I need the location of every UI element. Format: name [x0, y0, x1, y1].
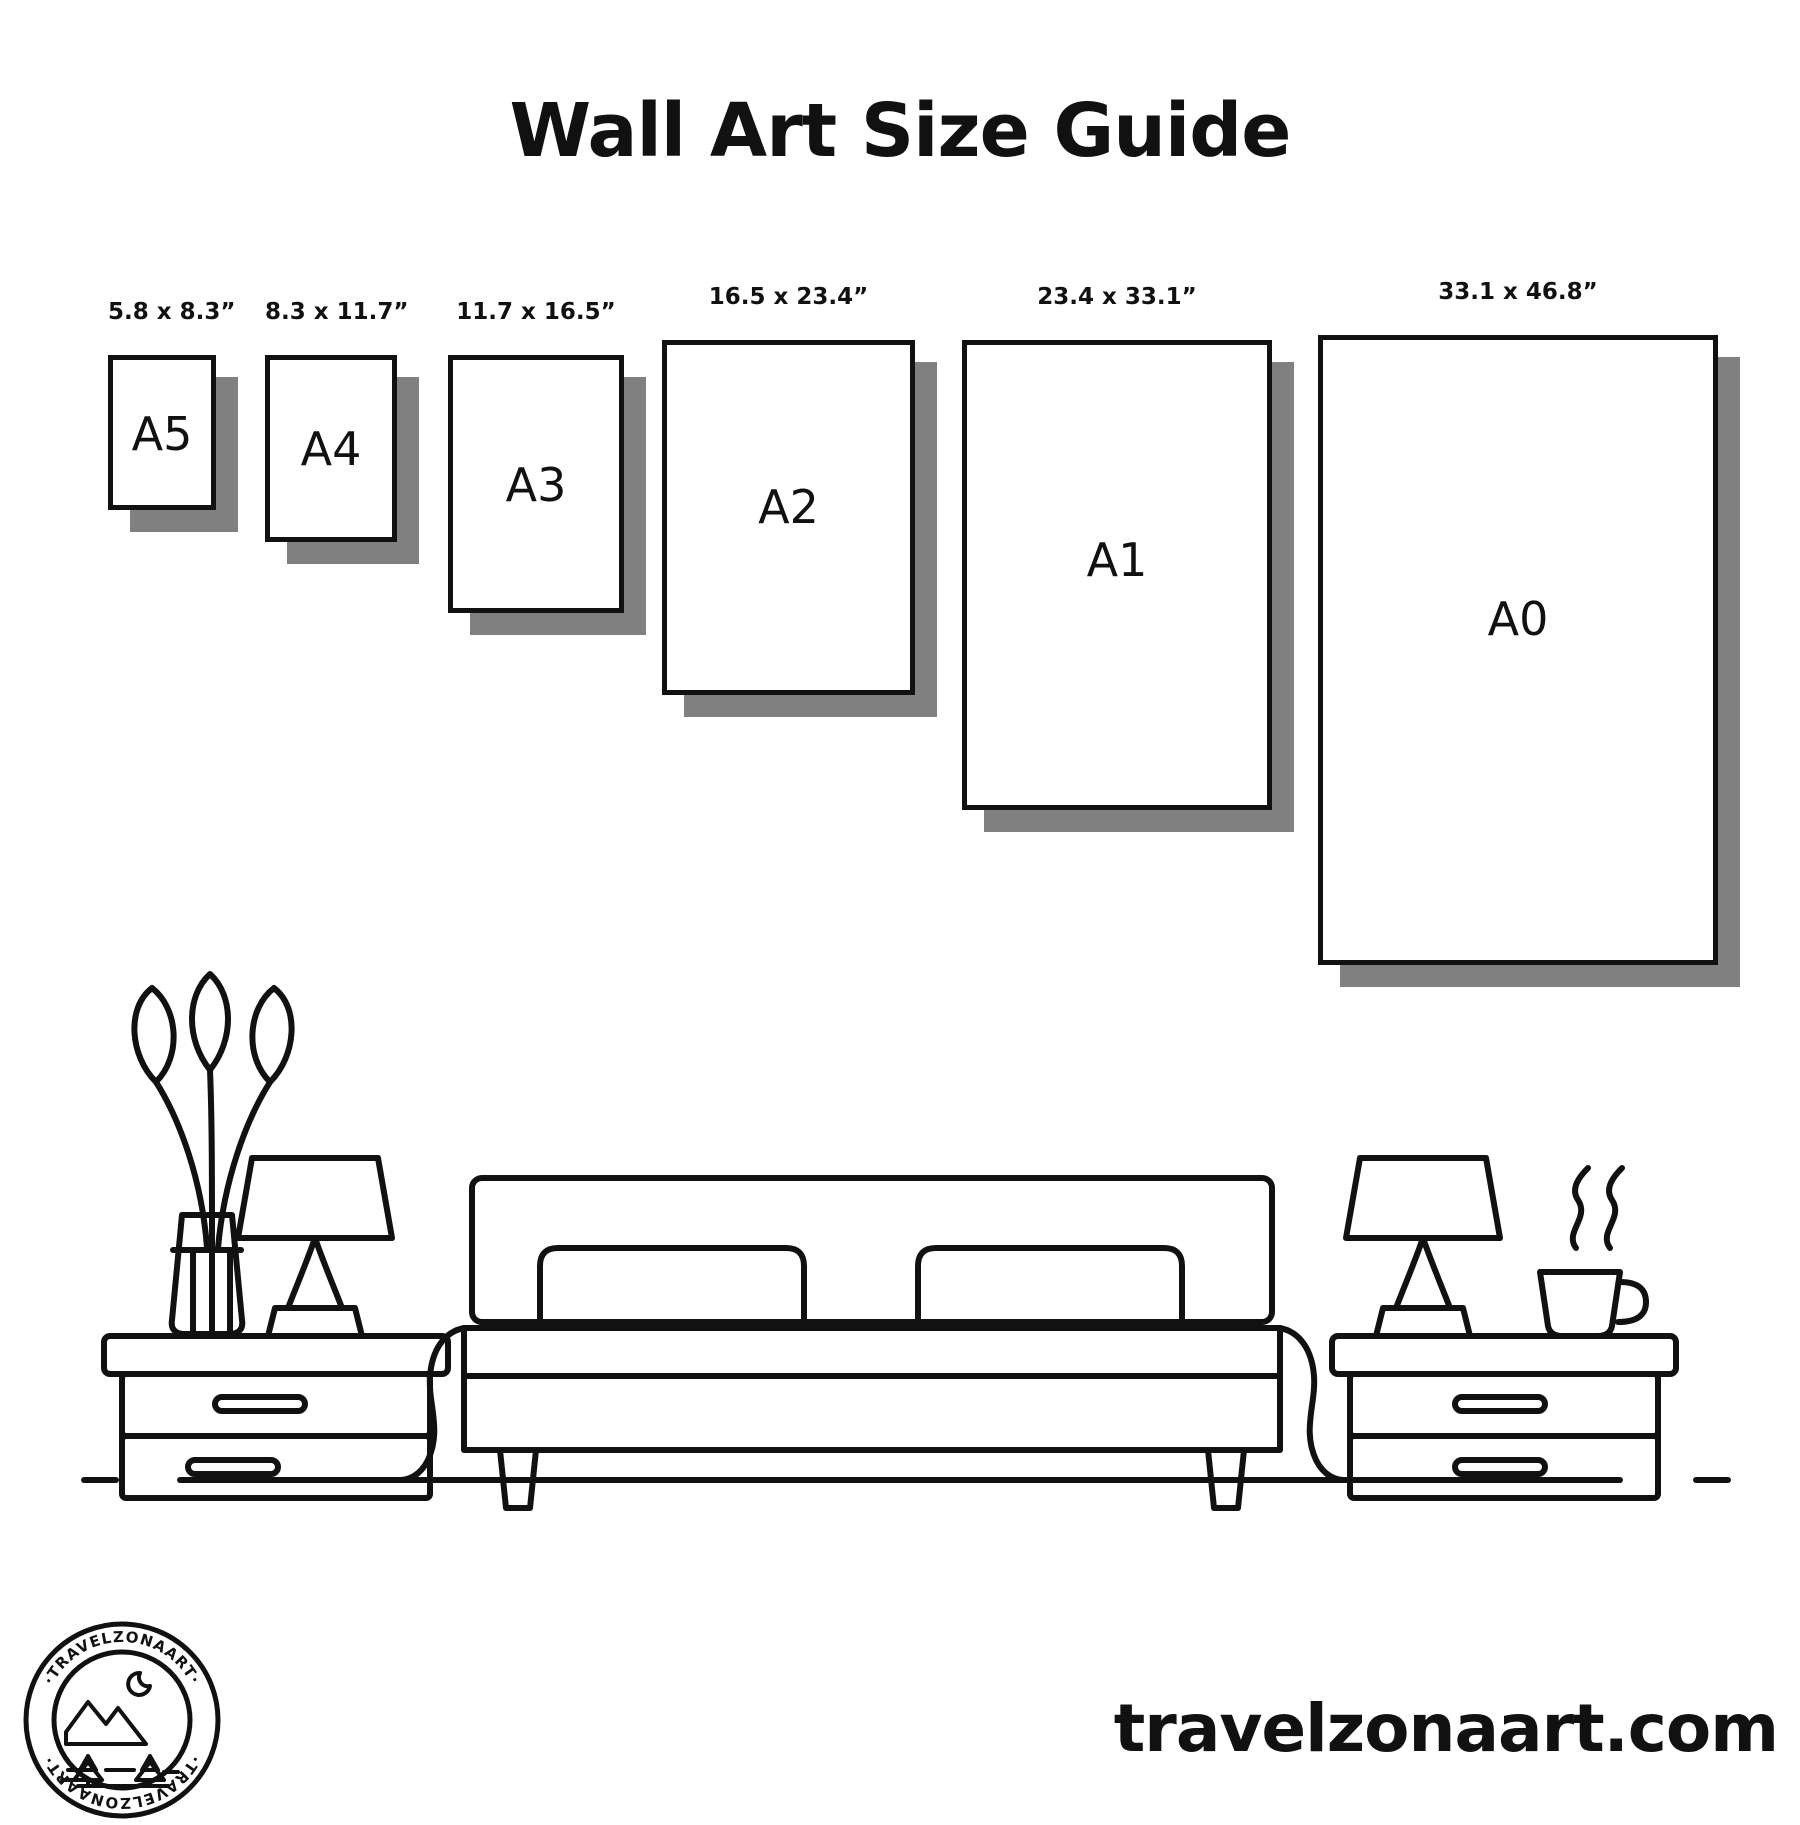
coffee-cup: [1540, 1168, 1646, 1336]
frame-dimension-label: 11.7 x 16.5”: [456, 299, 616, 325]
frame-size-label: A4: [300, 422, 362, 476]
frame-a4[interactable]: [265, 355, 397, 542]
frame-a0[interactable]: [1318, 335, 1718, 965]
logo-text-bottom: ·TRAVELZONAART·: [39, 1752, 205, 1813]
right-nightstand: [1332, 1336, 1676, 1498]
frame-a3[interactable]: [448, 355, 624, 613]
frame-size-label: A1: [1086, 533, 1148, 587]
frame-dimension-label: 16.5 x 23.4”: [708, 284, 869, 310]
frame-dimension-label: 5.8 x 8.3”: [108, 299, 236, 325]
frame-dimension-label: 8.3 x 11.7”: [265, 299, 409, 325]
left-nightstand: [104, 1336, 448, 1498]
frame-dimension-label: 33.1 x 46.8”: [1438, 279, 1598, 305]
frame-size-a3[interactable]: [448, 299, 646, 635]
frame-size-a2[interactable]: [662, 284, 937, 717]
tree-icon: [136, 1756, 164, 1786]
frame-size-a0[interactable]: [1318, 279, 1740, 987]
bed: [400, 1178, 1344, 1508]
frame-size-label: A5: [131, 407, 193, 461]
brand-logo: [22, 1620, 222, 1820]
right-table-lamp: [1346, 1158, 1500, 1336]
svg-text:·TRAVELZONAART·: [40, 1752, 205, 1812]
logo-text-top: ·TRAVELZONAART·: [39, 1627, 205, 1688]
frame-dimension-label: 23.4 x 33.1”: [1037, 284, 1197, 310]
frame-size-a4[interactable]: [265, 299, 419, 564]
frame-size-a1[interactable]: [962, 284, 1294, 832]
left-table-lamp: [238, 1158, 392, 1336]
page-title: Wall Art Size Guide: [509, 88, 1291, 174]
frame-a5[interactable]: [108, 355, 216, 510]
plant-vase: [134, 974, 291, 1334]
frame-a2[interactable]: [662, 340, 915, 695]
frame-size-label: A3: [505, 458, 567, 512]
svg-text:·TRAVELZONAART·: [40, 1628, 205, 1688]
frame-size-a5[interactable]: [108, 299, 238, 532]
frame-size-label: A2: [758, 480, 819, 534]
frame-a1[interactable]: [962, 340, 1272, 810]
mountains-icon: [66, 1702, 146, 1744]
moon-icon: [128, 1673, 150, 1695]
bedroom-illustration: [60, 960, 1760, 1560]
frame-size-label: A0: [1487, 592, 1549, 646]
website-url[interactable]: travelzonaart.com: [1113, 1690, 1778, 1767]
